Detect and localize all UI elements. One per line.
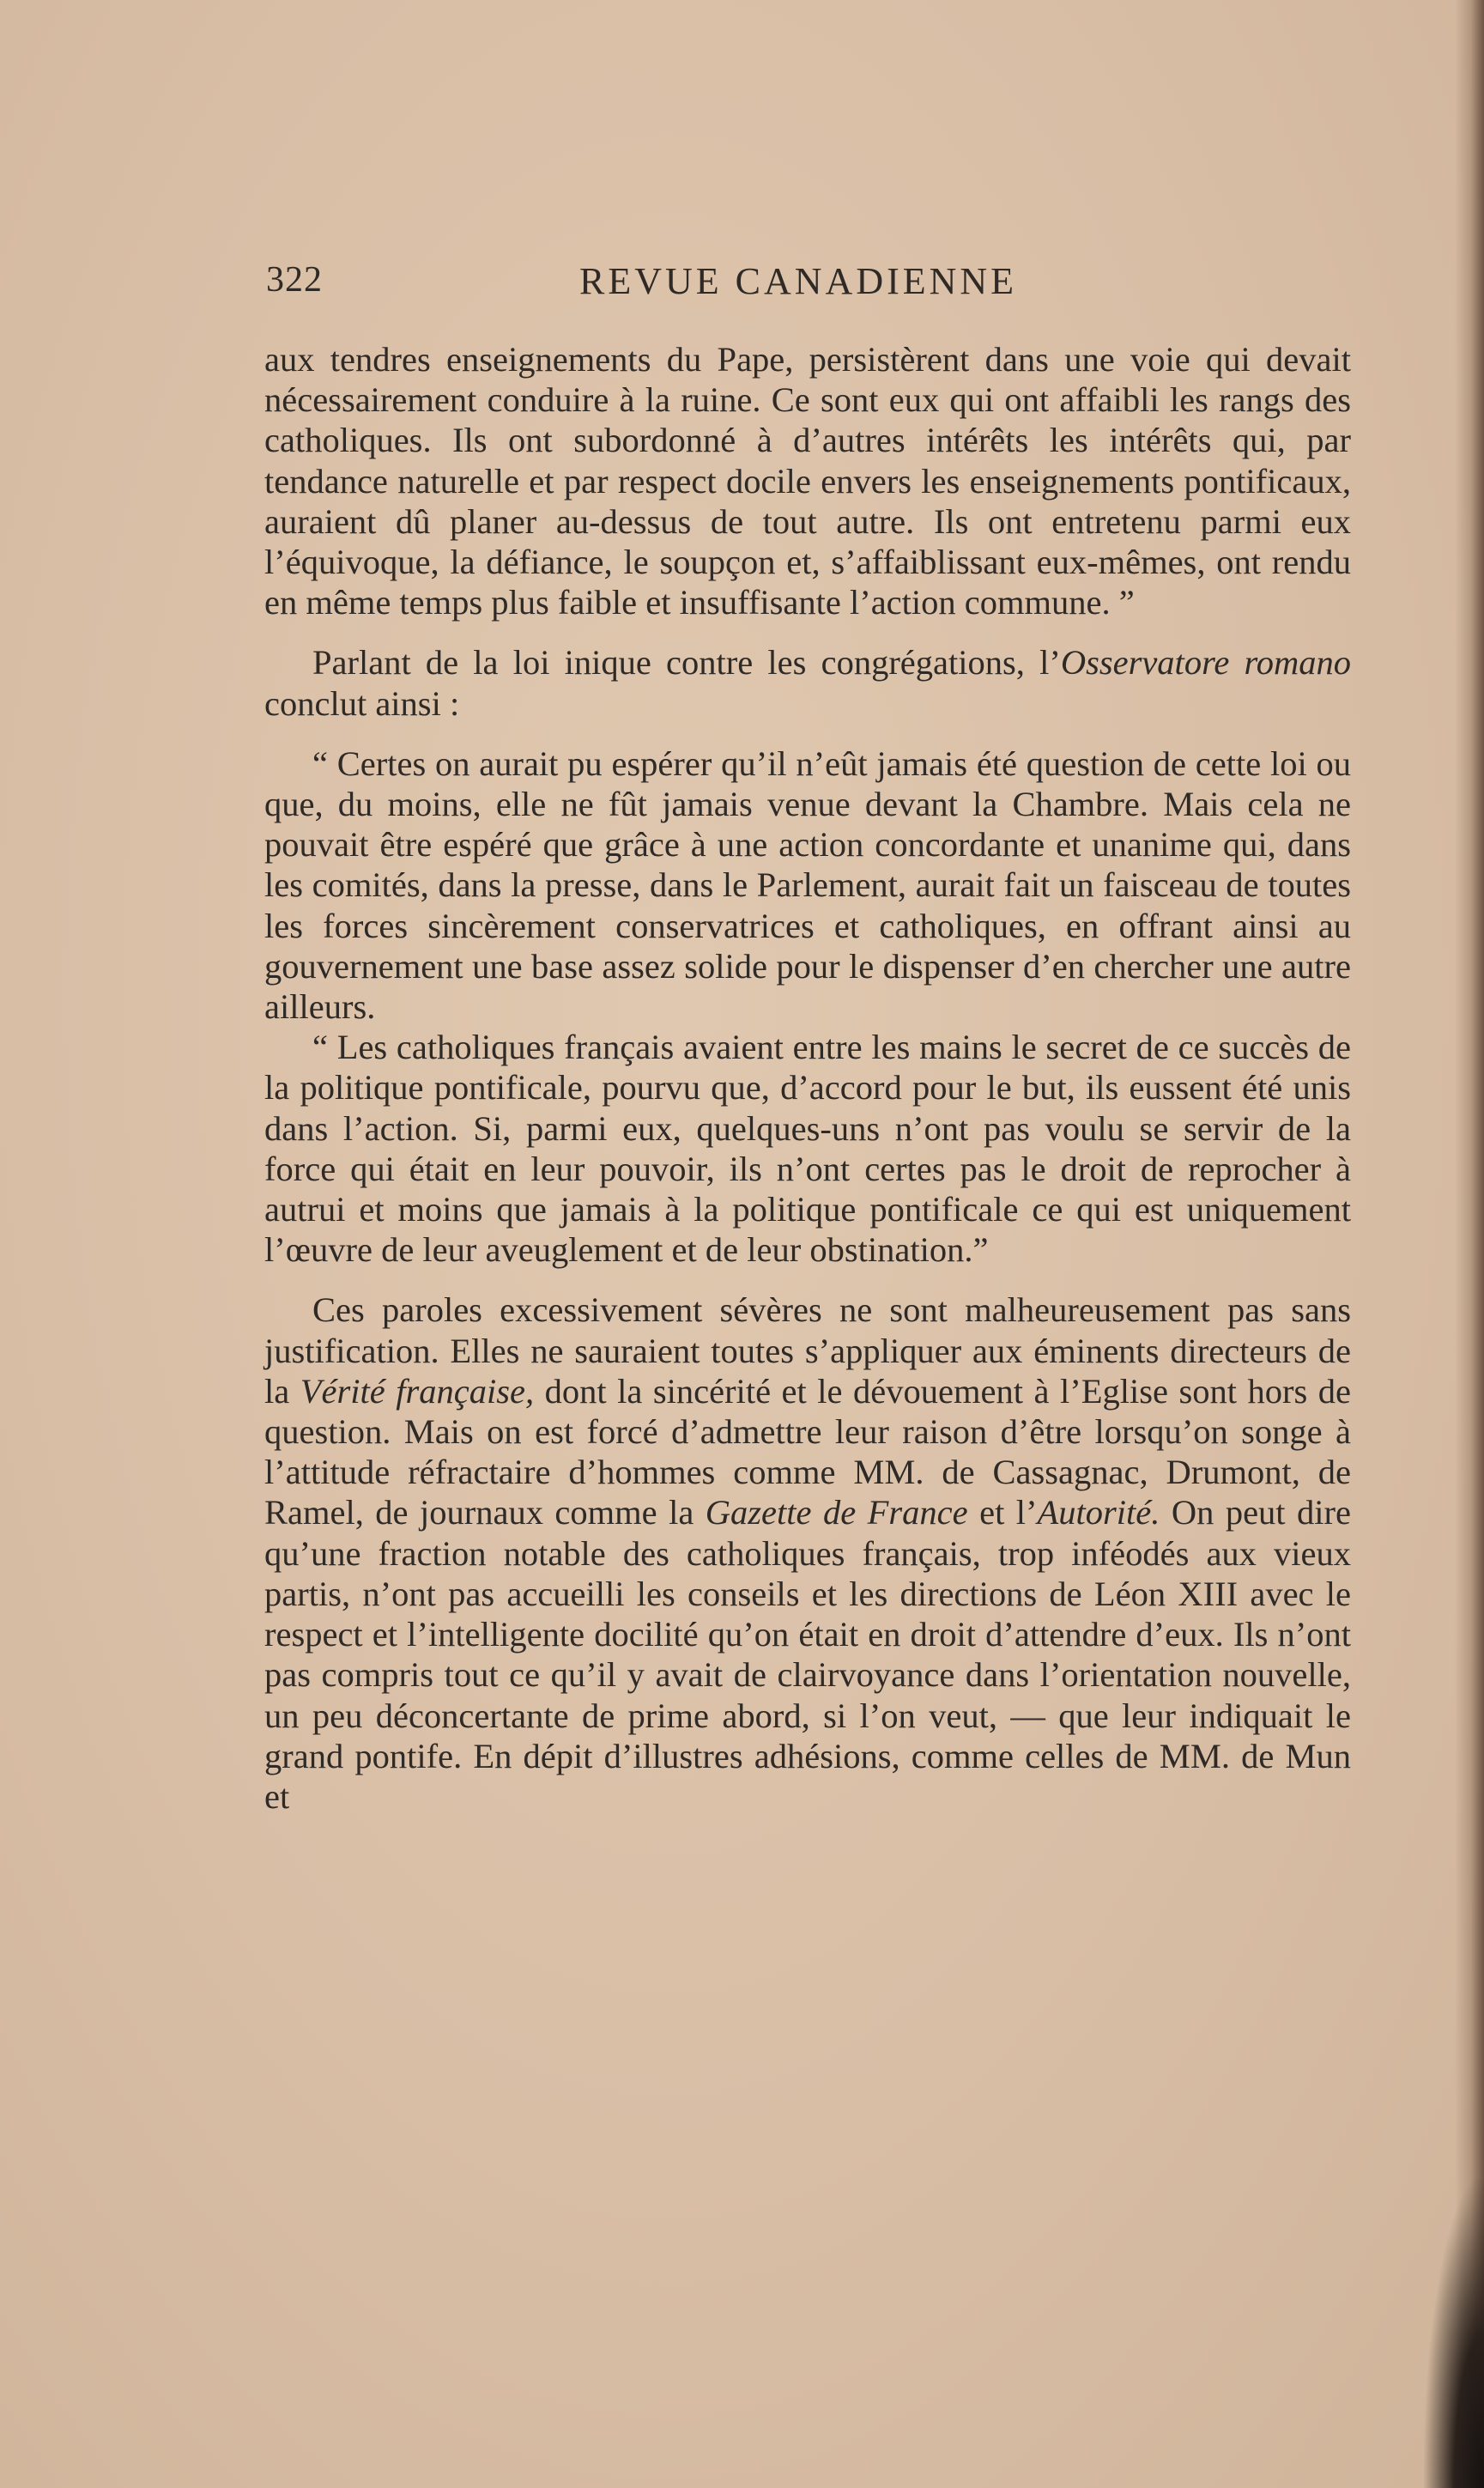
page-number: 322 [266,260,323,300]
italic-title: Autorité. [1037,1493,1160,1532]
binding-edge [1424,2179,1484,2488]
running-header [266,259,1051,309]
paragraph: Ces paroles excessivement sévères ne sont malheureusement pas sans justification. Elles ne sauraient toutes s’appliquer aux éminents directeurs de la Vérité française, dont la sincérité et le dévouement à l’Eglise sont hors de question. Mais on est forcé d’admettre leur raison d’être lorsqu’on songe à l’attitude réfractaire d’hommes comme MM. de Cassagnac, Drumont, de Ramel, de journaux comme la Gazette de France et l’Autorité. On peut dire qu’une fraction notable des catholiques français, trop inféodés aux vieux partis, n’ont pas accueilli les conseils et les directions de Léon XIII avec le respect et l’intelligente docilité qu’on était en droit d’attendre d’eux. Ils n’ont pas compris tout ce qu’il y avait de clairvoyance dans l’orientation nouvelle, un peu déconcertante de prime abord, si l’on veut, — que leur indiquait le grand pontife. En dépit d’illustres adhésions, comme celles de MM. de Mun et [264,1290,1351,1816]
paragraph: Parlant de la loi inique contre les congrégations, l’Osservatore romano conclut ainsi : [264,643,1351,723]
italic-title: Gazette de France [705,1493,968,1532]
body-text [264,339,1351,1817]
quote-paragraph: “ Les catholiques français avaient entre les mains le secret de ce succès de la politique pontificale, pourvu que, d’accord pour le but, ils eussent été unis dans l’action. Si, parmi eux, quelques-uns n’ont pas voulu se servir de la force qui était en leur pouvoir, ils n’ont certes pas le droit de reprocher à autrui et moins que jamais à la politique pontificale ce qui est uniquement l’œuvre de leur aveuglement et de leur obstination.” [264,1028,1351,1270]
italic-title: Vérité française, [300,1371,535,1411]
book-spine-shadow [1455,0,1484,2488]
journal-title: REVUE CANADIENNE [579,260,1018,302]
italic-title: Osservatore romano [1060,643,1351,683]
paragraph: aux tendres enseignements du Pape, persistèrent dans une voie qui devait nécessairement conduire à la ruine. Ce sont eux qui ont affaibli les rangs des catholiques. Ils ont subordonné à d’autres intérêts les intérêts qui, par tendance naturelle et par respect docile envers les enseignements pontificaux, auraient dû planer au-dessus de tout autre. Ils ont entretenu parmi eux l’équivoque, la défiance, le soupçon et, s’affaiblissant eux-mêmes, ont rendu en même temps plus faible et insuffisante l’action commune. ” [264,340,1351,622]
quote-paragraph: “ Certes on aurait pu espérer qu’il n’eût jamais été question de cette loi ou que, du moins, elle ne fût jamais venue devant la Chambre. Mais cela ne pouvait être espéré que grâce à une action concordante et unanime qui, dans les comités, dans la presse, dans le Parlement, aurait fait un faisceau de toutes les forces sincèrement conservatrices et catholiques, en offrant ainsi au gouvernement une base assez solide pour le dispenser d’en chercher une autre ailleurs. [264,743,1351,1027]
